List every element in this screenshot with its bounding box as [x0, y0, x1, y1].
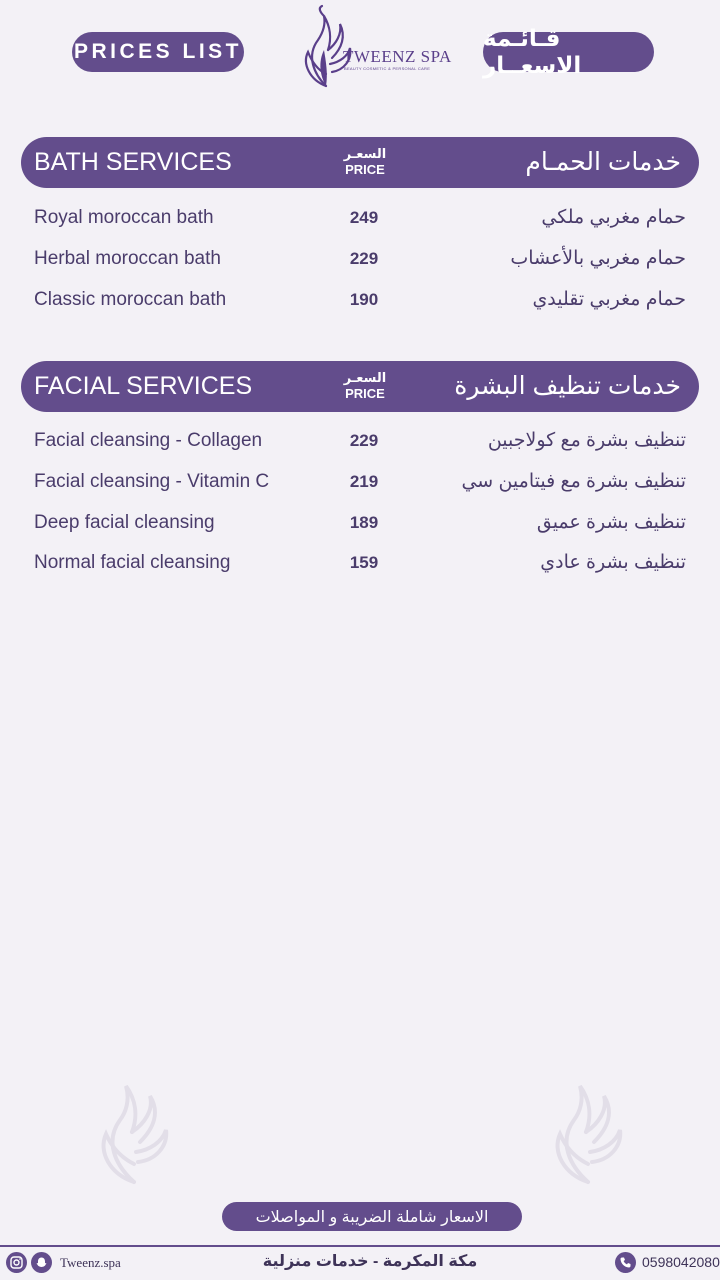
service-price: 190: [349, 290, 379, 309]
service-price: 189: [349, 513, 379, 532]
service-name-ar: حمام مغربي ملكي: [541, 207, 686, 228]
brand-logo: [300, 4, 450, 94]
price-column-label: [331, 146, 399, 178]
brand-name: TWEENZ SPA: [343, 47, 452, 66]
prices-list-en-badge: PRICES LIST: [72, 32, 244, 72]
service-price: 159: [349, 553, 379, 572]
section-title-ar: خدمات الحمـام: [525, 148, 681, 176]
section-title-en: BATH SERVICES: [34, 148, 232, 176]
service-name-en: Classic moroccan bath: [34, 289, 227, 310]
price-label-en: PRICE: [345, 162, 385, 177]
service-name-en: Royal moroccan bath: [34, 207, 214, 228]
list-item: [0, 204, 720, 232]
price-label-ar: السعـر: [343, 370, 387, 385]
list-item: [0, 549, 720, 577]
phone-number[interactable]: 0598042080: [642, 1254, 720, 1270]
service-name-en: Deep facial cleansing: [34, 512, 215, 533]
price-label-en: PRICE: [345, 386, 385, 401]
butterfly-watermark-icon: [548, 1070, 638, 1190]
service-name-en: Facial cleansing - Collagen: [34, 430, 263, 451]
section-header-facial: [21, 361, 699, 412]
service-name-ar: تنظيف بشرة مع فيتامين سي: [461, 471, 686, 492]
section-title-ar: خدمات تنظيف البشرة: [454, 372, 681, 400]
social-handle[interactable]: Tweenz.spa: [60, 1255, 121, 1270]
service-name-ar: تنظيف بشرة مع كولاجبين: [487, 430, 686, 451]
price-column-label: [331, 370, 399, 402]
service-price: 229: [349, 249, 379, 268]
list-item: [0, 509, 720, 537]
service-name-ar: حمام مغربي بالأعشاب: [510, 248, 686, 269]
snapchat-icon[interactable]: [31, 1252, 52, 1273]
service-name-ar: تنظيف بشرة عميق: [536, 512, 686, 533]
price-label-ar: السعـر: [343, 146, 387, 161]
list-item: [0, 468, 720, 496]
brand-tagline: BEAUTY COSMETIC & PERSONAL CARE: [344, 66, 431, 71]
list-item: [0, 245, 720, 273]
service-name-ar: تنظيف بشرة عادي: [540, 552, 686, 573]
instagram-icon[interactable]: [6, 1252, 27, 1273]
service-price: 219: [349, 472, 379, 491]
butterfly-watermark-icon: [94, 1070, 184, 1190]
section-title-en: FACIAL SERVICES: [34, 372, 253, 400]
service-price: 229: [349, 431, 379, 450]
list-item: [0, 286, 720, 314]
service-name-en: Normal facial cleansing: [34, 552, 231, 573]
service-name-en: Facial cleansing - Vitamin C: [34, 471, 270, 492]
list-item: [0, 427, 720, 455]
service-name-ar: حمام مغربي تقليدي: [532, 289, 686, 310]
location-text: مكة المكرمة - خدمات منزلية: [262, 1253, 478, 1270]
phone-icon[interactable]: [615, 1252, 636, 1273]
service-price: 249: [349, 208, 379, 227]
footer-divider: [0, 1245, 720, 1247]
section-header-bath: [21, 137, 699, 188]
tax-note-badge: الاسعار شاملة الضريبة و المواصلات: [222, 1202, 522, 1231]
prices-list-ar-badge: قـائـمة الاسعــار: [483, 32, 654, 72]
service-name-en: Herbal moroccan bath: [34, 248, 221, 269]
